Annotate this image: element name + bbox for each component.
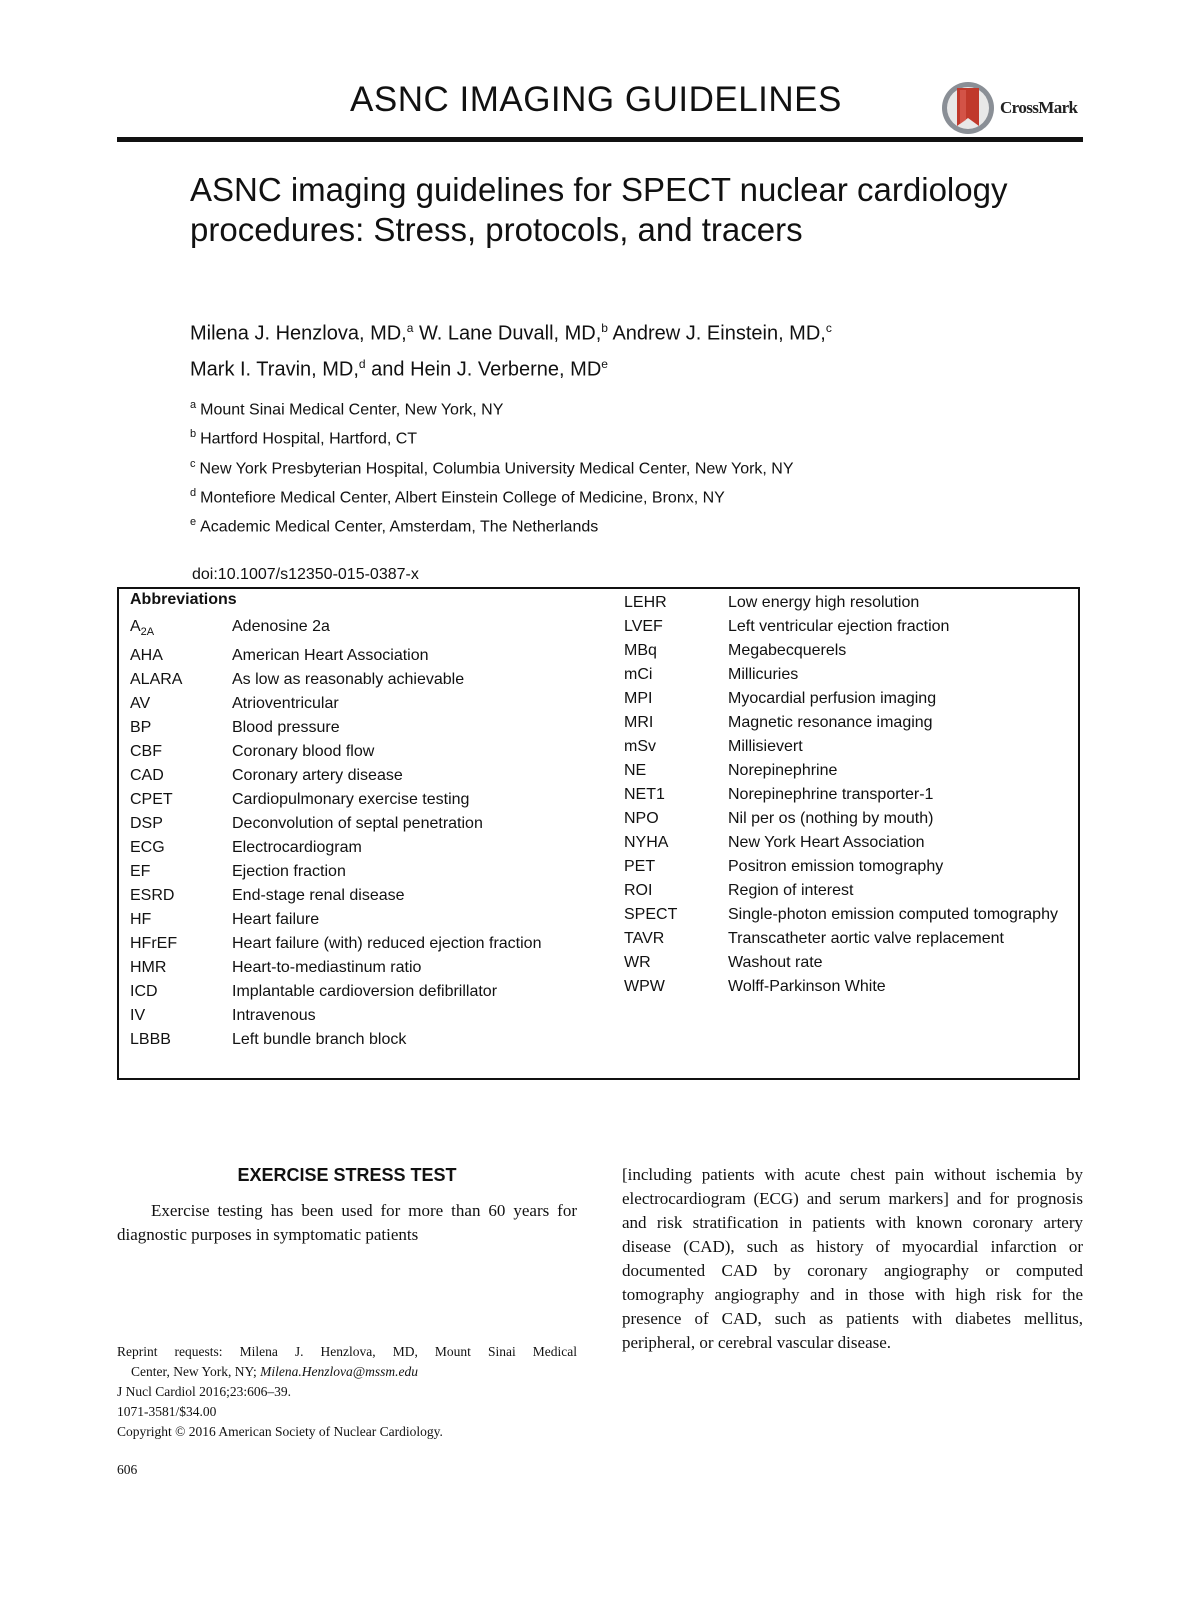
abbreviation-definition: American Heart Association bbox=[232, 647, 429, 665]
abbreviation-term-text: MBq bbox=[624, 642, 657, 659]
affiliation-mark: a bbox=[190, 399, 197, 411]
contact-email[interactable]: Milena.Henzlova@mssm.edu bbox=[260, 1364, 418, 1379]
abbreviation-row bbox=[130, 1028, 580, 1052]
abbreviation-term bbox=[624, 687, 728, 711]
author-list bbox=[190, 313, 1050, 384]
abbreviation-term-text: CBF bbox=[130, 743, 162, 761]
abbreviation-definition: End-stage renal disease bbox=[232, 887, 405, 905]
abbreviation-definition: Single-photon emission computed tomography bbox=[728, 906, 1058, 923]
abbreviations-right-column bbox=[624, 591, 1069, 999]
abbreviation-term bbox=[130, 980, 232, 1004]
abbreviation-term bbox=[130, 1004, 232, 1028]
section-heading: EXERCISE STRESS TEST bbox=[237, 1165, 457, 1185]
abbreviation-term-text: MRI bbox=[624, 714, 654, 731]
abbreviation-term bbox=[624, 903, 728, 927]
author-affiliation-mark: d bbox=[358, 356, 366, 371]
abbreviation-definition: Adenosine 2a bbox=[232, 618, 330, 635]
abbreviation-row bbox=[130, 644, 580, 668]
affiliation-text: Academic Medical Center, Amsterdam, The Netherlands bbox=[200, 518, 599, 536]
abbreviation-row bbox=[624, 663, 1069, 687]
author-name: Milena J. Henzlova, MD, bbox=[190, 322, 407, 345]
abbreviation-row bbox=[130, 788, 580, 812]
abbreviation-term bbox=[624, 663, 728, 687]
abbreviation-row bbox=[130, 1004, 580, 1028]
abbreviation-row bbox=[624, 879, 1069, 903]
abbreviation-row bbox=[624, 855, 1069, 879]
abbreviation-definition: Deconvolution of septal penetration bbox=[232, 815, 483, 833]
abbreviation-term bbox=[130, 1028, 232, 1052]
abbreviation-row bbox=[130, 836, 580, 860]
abbreviation-row bbox=[624, 807, 1069, 831]
abbreviation-term bbox=[130, 788, 232, 812]
abbreviation-row bbox=[130, 692, 580, 716]
abbreviation-definition: Region of interest bbox=[728, 882, 854, 899]
abbreviation-row bbox=[624, 639, 1069, 663]
body-paragraph-left: Exercise testing has been used for more than 60 years for diagnostic purposes in symptomatic patients bbox=[117, 1201, 577, 1244]
affiliation bbox=[190, 422, 1050, 451]
reprint-address: Center, New York, NY; bbox=[131, 1364, 257, 1379]
abbreviation-definition: Electrocardiogram bbox=[232, 839, 362, 857]
abbreviation-row bbox=[624, 975, 1069, 999]
abbreviation-term-text: BP bbox=[130, 719, 152, 737]
running-header-title: ASNC IMAGING GUIDELINES bbox=[350, 80, 842, 119]
issn-price: 1071-3581/$34.00 bbox=[117, 1404, 217, 1419]
abbreviation-term-text: ICD bbox=[130, 983, 158, 1001]
abbreviation-row bbox=[624, 735, 1069, 759]
abbreviation-term-text: LEHR bbox=[624, 594, 667, 611]
article-title: ASNC imaging guidelines for SPECT nuclear cardiology procedures: Stress, protocols, and tracers bbox=[190, 171, 1008, 248]
abbreviation-term-text: HMR bbox=[130, 959, 167, 977]
affiliation-text: Montefiore Medical Center, Albert Einstein College of Medicine, Bronx, NY bbox=[200, 489, 725, 507]
author-name: Hein J. Verberne, MD bbox=[410, 358, 602, 381]
abbreviation-term-text: LVEF bbox=[624, 618, 663, 635]
affiliation bbox=[190, 510, 1050, 539]
abbreviation-definition: Myocardial perfusion imaging bbox=[728, 690, 937, 707]
abbreviation-term-text: mCi bbox=[624, 666, 653, 683]
abbreviation-row bbox=[624, 759, 1069, 783]
abbreviation-term bbox=[130, 668, 232, 692]
affiliation-mark: e bbox=[190, 516, 197, 529]
abbreviation-row bbox=[624, 591, 1069, 615]
author-affiliation-mark: e bbox=[601, 356, 608, 371]
abbreviation-definition: Coronary blood flow bbox=[232, 743, 375, 761]
abbreviation-term-text: CAD bbox=[130, 767, 164, 785]
affiliation-mark: c bbox=[190, 457, 196, 470]
abbreviation-definition: Washout rate bbox=[728, 954, 823, 971]
author-name: W. Lane Duvall, MD, bbox=[419, 322, 602, 345]
abbreviation-term bbox=[624, 975, 728, 999]
abbreviation-term bbox=[624, 615, 728, 639]
abbreviation-term-text: AHA bbox=[130, 647, 163, 665]
abbreviation-term bbox=[130, 812, 232, 836]
abbreviation-term bbox=[624, 711, 728, 735]
author-name: Andrew J. Einstein, MD, bbox=[612, 322, 826, 345]
abbreviation-term bbox=[624, 831, 728, 855]
abbreviation-row bbox=[624, 927, 1069, 951]
abbreviation-term-text: NYHA bbox=[624, 834, 669, 851]
abbreviation-term-text: HFrEF bbox=[130, 935, 178, 953]
crossmark-icon bbox=[940, 80, 996, 136]
abbreviation-definition: Positron emission tomography bbox=[728, 858, 944, 875]
abbreviation-row bbox=[130, 764, 580, 788]
abbreviation-term bbox=[130, 740, 232, 764]
abbreviation-row bbox=[130, 740, 580, 764]
abbreviation-definition: Norepinephrine transporter-1 bbox=[728, 786, 934, 803]
abbreviation-term bbox=[130, 644, 232, 668]
abbreviation-term-text: HF bbox=[130, 911, 152, 929]
crossmark-label: CrossMark bbox=[1000, 98, 1078, 117]
abbreviation-term-text: MPI bbox=[624, 690, 653, 707]
crossmark-badge[interactable] bbox=[940, 80, 1085, 136]
abbreviation-row bbox=[130, 812, 580, 836]
abbreviation-row bbox=[130, 932, 580, 956]
abbreviation-definition: Wolff-Parkinson White bbox=[728, 978, 886, 995]
abbreviation-definition: Millicuries bbox=[728, 666, 799, 683]
abbreviation-term-text: A bbox=[130, 618, 141, 635]
abbreviation-term-text: ROI bbox=[624, 882, 653, 899]
abbreviation-term-text: DSP bbox=[130, 815, 163, 833]
author-affiliation-mark: a bbox=[406, 321, 414, 335]
abbreviation-term-text: NE bbox=[624, 762, 647, 779]
abbreviation-term bbox=[624, 759, 728, 783]
abbreviation-term-text: WR bbox=[624, 954, 651, 971]
abbreviation-definition: Coronary artery disease bbox=[232, 767, 403, 785]
abbreviation-term bbox=[624, 879, 728, 903]
abbreviation-definition: Ejection fraction bbox=[232, 863, 346, 881]
abbreviation-definition: As low as reasonably achievable bbox=[232, 671, 465, 689]
affiliation-mark: d bbox=[190, 486, 197, 499]
abbreviation-definition: Heart failure bbox=[232, 911, 320, 929]
abbreviation-term bbox=[130, 716, 232, 740]
author-affiliation-mark: b bbox=[601, 321, 608, 335]
footnote bbox=[117, 1342, 577, 1442]
abbreviation-term bbox=[624, 855, 728, 879]
abbreviation-term bbox=[624, 783, 728, 807]
abbreviation-term-text: ECG bbox=[130, 839, 165, 857]
abbreviation-term bbox=[130, 764, 232, 788]
affiliation-text: New York Presbyterian Hospital, Columbia University Medical Center, New York, NY bbox=[199, 459, 794, 477]
abbreviation-term bbox=[130, 908, 232, 932]
affiliation-text: Hartford Hospital, Hartford, CT bbox=[200, 430, 418, 448]
abbreviation-definition: Heart failure (with) reduced ejection fraction bbox=[232, 935, 542, 953]
abbreviation-term bbox=[130, 615, 232, 644]
abbreviation-term bbox=[624, 807, 728, 831]
abbreviation-definition: Transcatheter aortic valve replacement bbox=[728, 930, 1004, 947]
abbreviation-term-text: TAVR bbox=[624, 930, 665, 947]
abbreviation-row bbox=[130, 908, 580, 932]
abbreviation-definition: Megabecquerels bbox=[728, 642, 847, 659]
abbreviation-row bbox=[624, 711, 1069, 735]
abbreviation-definition: Magnetic resonance imaging bbox=[728, 714, 933, 731]
abbreviation-definition: Norepinephrine bbox=[728, 762, 838, 779]
abbreviation-row bbox=[130, 716, 580, 740]
journal-citation: J Nucl Cardiol 2016;23:606–39. bbox=[117, 1384, 291, 1399]
header-rule bbox=[117, 137, 1083, 142]
abbreviation-term-text: PET bbox=[624, 858, 656, 875]
abbreviation-definition: Left ventricular ejection fraction bbox=[728, 618, 950, 635]
affiliation-list bbox=[190, 393, 1050, 540]
affiliation-text: Mount Sinai Medical Center, New York, NY bbox=[200, 401, 504, 419]
abbreviation-term bbox=[624, 927, 728, 951]
author-name: Mark I. Travin, MD, bbox=[190, 358, 359, 381]
abbreviation-row bbox=[130, 980, 580, 1004]
abbreviation-term-text: LBBB bbox=[130, 1031, 171, 1049]
abbreviation-definition: Heart-to-mediastinum ratio bbox=[232, 959, 422, 977]
doi[interactable]: doi:10.1007/s12350-015-0387-x bbox=[192, 566, 419, 583]
abbreviation-term bbox=[624, 639, 728, 663]
abbreviation-term-subscript: 2A bbox=[140, 626, 155, 639]
abbreviation-term-text: WPW bbox=[624, 978, 665, 995]
abbreviation-row bbox=[130, 668, 580, 692]
page-number: 606 bbox=[117, 1462, 138, 1477]
abbreviation-definition: Blood pressure bbox=[232, 719, 340, 737]
abbreviation-definition: Intravenous bbox=[232, 1007, 316, 1025]
reprint-address-line bbox=[117, 1362, 577, 1382]
abbreviation-definition: Cardiopulmonary exercise testing bbox=[232, 791, 470, 809]
abbreviation-row bbox=[130, 884, 580, 908]
abbreviation-term-text: NET1 bbox=[624, 786, 665, 803]
abbreviation-term bbox=[130, 860, 232, 884]
affiliation bbox=[190, 393, 1050, 422]
abbreviation-row bbox=[624, 831, 1069, 855]
abbreviation-row bbox=[130, 615, 580, 644]
author-separator: and bbox=[365, 358, 411, 381]
reprint-requests-line: Reprint requests: Milena J. Henzlova, MD, Mount Sinai Medical bbox=[117, 1344, 577, 1359]
abbreviation-term-text: EF bbox=[130, 863, 151, 881]
abbreviation-definition: Atrioventricular bbox=[232, 695, 339, 713]
abbreviation-row bbox=[624, 687, 1069, 711]
abbreviations-box bbox=[117, 587, 1080, 1080]
abbreviation-term-text: IV bbox=[130, 1007, 146, 1025]
abbreviation-term bbox=[624, 591, 728, 615]
abbreviation-row bbox=[624, 783, 1069, 807]
body-paragraph-right: [including patients with acute chest pain without ischemia by electrocardiogram (ECG) and serum markers] and for prognosis and risk stratification in patients with known coronary artery disease (CAD), such as history of myocardial infarction or documented CAD by coronary angiography or computed tomography angiography and in those with high risk for the presence of CAD, such as patients with diabetes mellitus, peripheral, or cerebral vascular disease. bbox=[622, 1165, 1083, 1352]
abbreviation-term bbox=[130, 932, 232, 956]
abbreviation-definition: Nil per os (nothing by mouth) bbox=[728, 810, 934, 827]
abbreviation-row bbox=[624, 615, 1069, 639]
abbreviations-left-column bbox=[130, 615, 580, 1052]
abbreviation-term-text: CPET bbox=[130, 791, 173, 809]
abbreviation-term-text: SPECT bbox=[624, 906, 678, 923]
abbreviation-definition: Implantable cardioversion defibrillator bbox=[232, 983, 498, 1001]
abbreviation-definition: Low energy high resolution bbox=[728, 594, 920, 611]
abbreviation-term-text: mSv bbox=[624, 738, 656, 755]
affiliation-mark: b bbox=[190, 428, 197, 441]
abbreviation-row bbox=[130, 956, 580, 980]
abbreviations-heading: Abbreviations bbox=[130, 591, 237, 608]
abbreviation-term-text: NPO bbox=[624, 810, 659, 827]
abbreviation-row bbox=[624, 903, 1069, 927]
abbreviation-row bbox=[130, 860, 580, 884]
author-separator bbox=[832, 323, 838, 345]
abbreviation-term bbox=[624, 951, 728, 975]
copyright-notice: Copyright © 2016 American Society of Nuclear Cardiology. bbox=[117, 1424, 443, 1439]
abbreviation-term bbox=[130, 956, 232, 980]
abbreviation-term bbox=[130, 836, 232, 860]
affiliation bbox=[190, 481, 1050, 510]
abbreviation-term-text: ALARA bbox=[130, 671, 183, 689]
abbreviation-definition: New York Heart Association bbox=[728, 834, 925, 851]
author-affiliation-mark: c bbox=[825, 321, 832, 335]
abbreviation-definition: Millisievert bbox=[728, 738, 803, 755]
abbreviation-term-text: AV bbox=[130, 695, 151, 713]
abbreviation-term bbox=[130, 884, 232, 908]
abbreviation-term bbox=[130, 692, 232, 716]
affiliation bbox=[190, 452, 1050, 481]
abbreviation-term bbox=[624, 735, 728, 759]
abbreviation-term-text: ESRD bbox=[130, 887, 175, 905]
abbreviation-definition: Left bundle branch block bbox=[232, 1031, 407, 1049]
abbreviation-row bbox=[624, 951, 1069, 975]
